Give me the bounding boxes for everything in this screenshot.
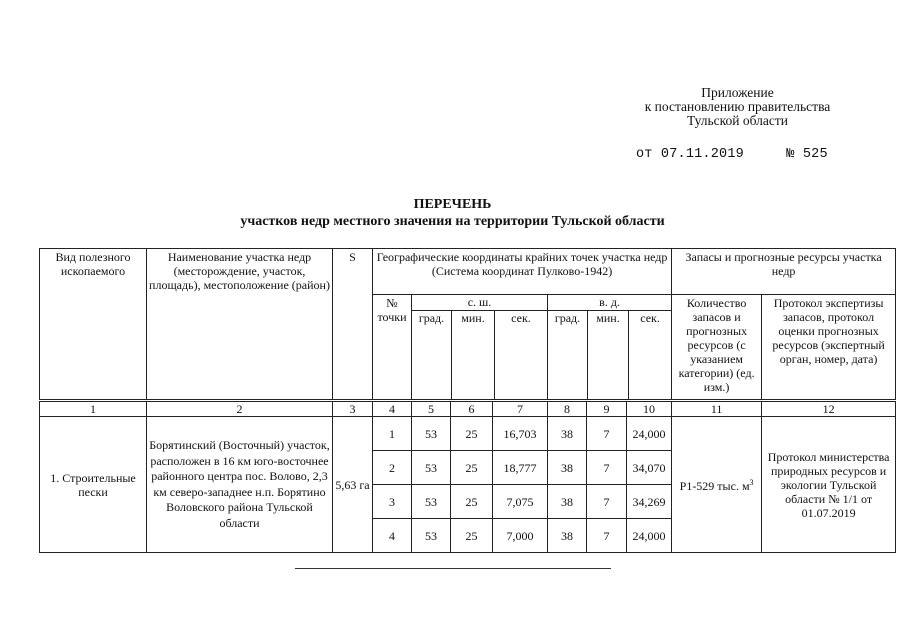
cell-lon-min: 7 xyxy=(587,451,627,485)
header-quantity: Количество запасов и прогнозных ресурсов (с указанием категории) (ед. изм.) xyxy=(672,295,762,400)
cell-lon-deg: 38 xyxy=(548,451,587,485)
footer-divider xyxy=(295,568,611,569)
header-protocol: Протокол экспертизы запасов, протокол оценки прогнозных ресурсов (экспертный орган, номер, дата) xyxy=(762,295,896,400)
cell-quantity xyxy=(672,417,762,553)
appendix-line-3: Тульской области xyxy=(687,113,788,128)
cell-lat-min: 25 xyxy=(451,519,493,553)
appendix-header xyxy=(600,86,875,128)
column-number: 5 xyxy=(412,402,451,417)
decree-number-prefix: № xyxy=(786,147,795,162)
cell-lon-sec: 24,000 xyxy=(627,519,672,553)
decree-date: 07.11.2019 xyxy=(660,147,744,162)
column-number: 10 xyxy=(627,402,672,417)
column-number: 12 xyxy=(762,402,896,417)
column-number: 7 xyxy=(493,402,548,417)
cell-lon-min: 7 xyxy=(587,485,627,519)
column-number: 8 xyxy=(548,402,587,417)
decree-line xyxy=(636,147,828,162)
header-mineral-type: Вид полезного ископаемого xyxy=(40,249,147,400)
cell-lat-min: 25 xyxy=(451,417,493,451)
cell-lat-sec: 7,075 xyxy=(493,485,548,519)
cell-lon-deg: 38 xyxy=(548,485,587,519)
header-lon-sec: сек. xyxy=(640,311,660,325)
cell-lon-sec: 34,070 xyxy=(627,451,672,485)
header-resources: Запасы и прогнозные ресурсы участка недр xyxy=(672,249,896,295)
document-title: ПЕРЕЧЕНЬ xyxy=(413,197,492,212)
cell-lat-sec: 16,703 xyxy=(493,417,548,451)
header-latitude-block xyxy=(412,295,548,400)
cell-point-no: 4 xyxy=(373,519,412,553)
appendix-line-1: Приложение xyxy=(701,85,774,100)
cell-lon-min: 7 xyxy=(587,417,627,451)
cell-site: Борятинский (Восточный) участок, расположен в 16 км юго-восточнее районного центра пос. Волово, 2,3 км северо-западнее н.п. Борятино Воловского района Тульской области xyxy=(147,417,333,553)
subsoil-sites-table xyxy=(39,248,896,553)
header-lon-min: мин. xyxy=(588,311,629,399)
header-lat-deg: град. xyxy=(412,311,452,399)
cell-mineral: 1. Строительные пески xyxy=(40,417,147,553)
cell-lon-deg: 38 xyxy=(548,519,587,553)
column-number: 2 xyxy=(147,402,333,417)
decree-number: 525 xyxy=(802,147,828,162)
header-coordinates: Географические координаты крайних точек участка недр (Система координат Пулково-1942) xyxy=(373,249,672,295)
column-numbers-row xyxy=(40,402,896,417)
column-number: 4 xyxy=(373,402,412,417)
header-lat-min: мин. xyxy=(452,311,495,399)
quantity-superscript: 3 xyxy=(749,478,754,487)
column-number: 6 xyxy=(451,402,493,417)
cell-lon-deg: 38 xyxy=(548,417,587,451)
column-number: 11 xyxy=(672,402,762,417)
header-longitude-block xyxy=(548,295,672,400)
header-longitude: в. д. xyxy=(548,295,671,311)
decree-date-prefix: от xyxy=(636,147,653,162)
cell-point-no: 3 xyxy=(373,485,412,519)
cell-lat-deg: 53 xyxy=(412,485,451,519)
column-number: 1 xyxy=(40,402,147,417)
header-site-name: Наименование участка недр (месторождение, участок, площадь), местоположение (район) xyxy=(147,249,333,400)
column-number: 3 xyxy=(333,402,373,417)
quantity-text: Р1-529 тыс. м xyxy=(679,479,750,493)
cell-lat-min: 25 xyxy=(451,485,493,519)
cell-lat-deg: 53 xyxy=(412,417,451,451)
cell-lat-deg: 53 xyxy=(412,451,451,485)
cell-lat-sec: 7,000 xyxy=(493,519,548,553)
header-point-no: № точки xyxy=(373,295,412,400)
cell-point-no: 2 xyxy=(373,451,412,485)
column-number: 9 xyxy=(587,402,627,417)
header-latitude: с. ш. xyxy=(412,295,547,311)
cell-lon-min: 7 xyxy=(587,519,627,553)
table-row xyxy=(40,417,896,451)
cell-lat-min: 25 xyxy=(451,451,493,485)
cell-lat-deg: 53 xyxy=(412,519,451,553)
cell-area: 5,63 га xyxy=(333,417,373,553)
cell-lon-sec: 24,000 xyxy=(627,417,672,451)
cell-lon-sec: 34,269 xyxy=(627,485,672,519)
document-subtitle: участков недр местного значения на территории Тульской области xyxy=(240,214,665,229)
cell-protocol: Протокол министерства природных ресурсов и экологии Тульской области № 1/1 от 01.07.2019 xyxy=(762,417,896,553)
cell-point-no: 1 xyxy=(373,417,412,451)
cell-lat-sec: 18,777 xyxy=(493,451,548,485)
header-lon-deg: град. xyxy=(548,311,588,399)
header-lat-sec: сек. xyxy=(511,311,531,325)
appendix-line-2: к постановлению правительства xyxy=(644,99,831,114)
header-area: S xyxy=(333,249,373,400)
